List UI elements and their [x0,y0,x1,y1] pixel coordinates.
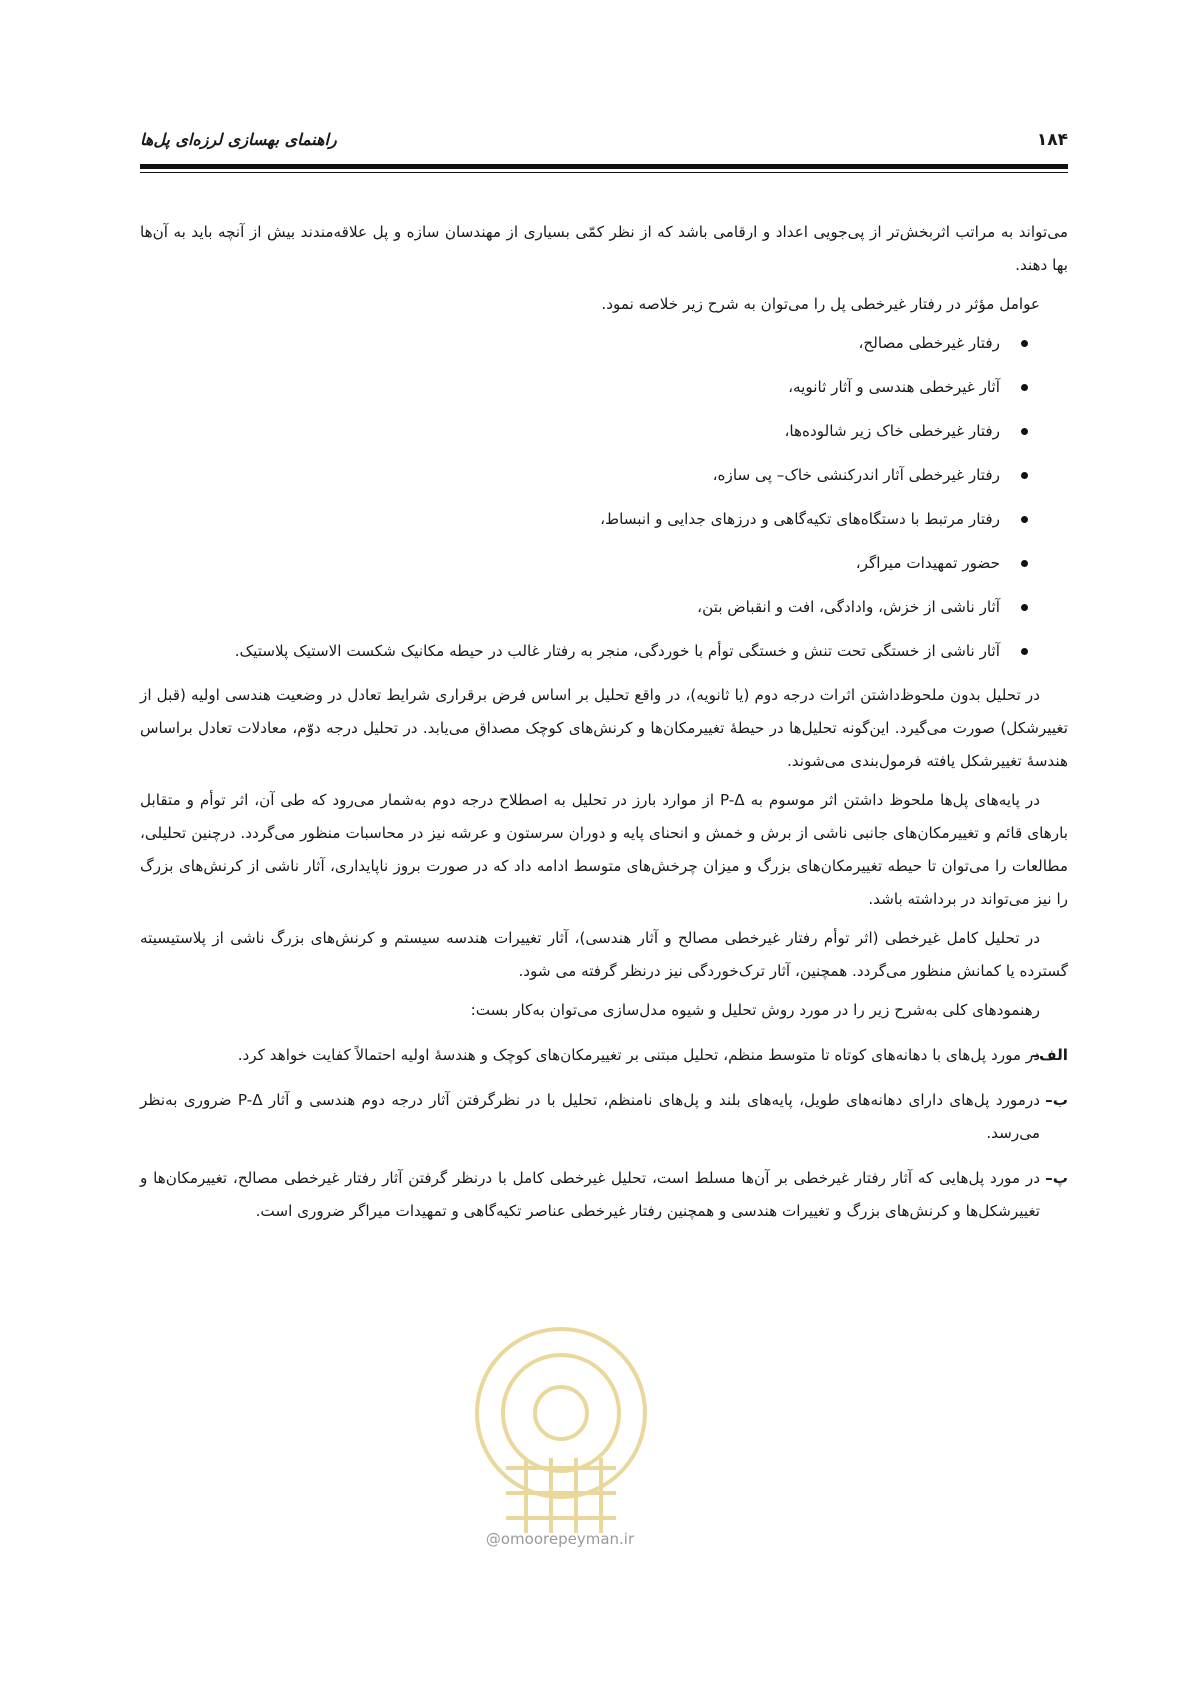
paragraph: عوامل مؤثر در رفتار غیرخطی پل را می‌توان به شرح زیر خلاصه نمود. [601,295,1040,313]
list-item-text: رفتار غیرخطی خاک زیر شالوده‌ها، [784,422,1000,440]
paragraph: در پایه‌های پل‌ها ملحوظ داشتن اثر موسوم به P-Δ از موارد بارز در تحلیل به اصطلاح درجه دوم به‌شمار می‌رود که طی آن، اثر توأم و متقابل بارهای قائم و تغییرمکان‌های جانبی ناشی از برش و خمش و انحنای پایه و دوران سرستون و عرشه نیز در محاسبات منظور می‌گردد. درچنین تحلیلی، مطالعات را می‌توان تا حیطه تغییرمکان‌های بزرگ و میزان چرخش‌های متوسط ادامه داد که در صورت بروز ناپایداری، آثار ناشی از کرنش‌های بزرگ را نیز می‌تواند در برداشته باشد. [140,791,1068,908]
list-item [140,635,1040,667]
bullet-icon [1021,516,1028,523]
list-item [140,547,1040,579]
list-item-text: آثار غیرخطی هندسی و آثار ثانویه، [788,378,1000,396]
list-item [140,415,1040,447]
paragraph: در تحلیل بدون ملحوظ‌داشتن اثرات درجه دوم (یا ثانویه)، در واقع تحلیل بر اساس فرض برقراری شرایط تعادل در وضعیت هندسی اولیه (قبل از تغییرشکل) صورت می‌گیرد. این‌گونه تحلیل‌ها در حیطهٔ تغییرمکان‌ها و کرنش‌های کوچک مصداق می‌یابد. در تحلیل درجه دوّم، معادلات تعادل براساس هندسهٔ تغییرشکل یافته فرمول‌بندی می‌شوند. [140,686,1068,770]
bullet-icon [1021,604,1028,611]
bullet-icon [1021,340,1028,347]
bullet-icon [1021,428,1028,435]
list-item [140,371,1040,403]
list-item [140,459,1040,491]
page-header [140,120,1068,166]
list-item-text: رفتار مرتبط با دستگاه‌های تکیه‌گاهی و درزهای جدایی و انبساط، [600,510,1000,528]
bullet-icon [1021,560,1028,567]
list-item-text: رفتار غیرخطی مصالح، [858,334,1000,352]
recommendation-label: ب– [1045,1091,1068,1109]
list-item [140,503,1040,535]
recommendation-text: درمورد پل‌های دارای دهانه‌های طویل، پایه‌های بلند و پل‌های نامنظم، تحلیل با در نظرگرفتن آثار درجه دوم هندسی و آثار P-Δ ضروری به‌نظر می‌رسد. [140,1091,1041,1142]
watermark-url: @omoorepeyman.ir [485,1530,635,1548]
recommendation-text: در مورد پل‌هایی که آثار رفتار غیرخطی بر آن‌ها مسلط است، تحلیل غیرخطی کامل با درنظر گرفتن آثار رفتار غیرخطی مصالح، تغییرمکان‌ها و تغییرشکل‌ها و کرنش‌های بزرگ و تغییرات هندسی و همچنین رفتار غیرخطی عناصر تکیه‌گاهی و تمهیدات میراگر ضروری است. [140,1169,1040,1220]
bullet-icon [1021,472,1028,479]
recommendation-item [140,1039,1068,1072]
bullet-icon [1021,384,1028,391]
body-text [140,216,1068,1234]
list-item-text: آثار ناشی از خستگی تحت تنش و خستگی توأم با خوردگی، منجر به رفتار غالب در حیطه مکانیک شکست الاستیک پلاستیک. [234,642,1000,660]
recommendation-text: در مورد پل‌های با دهانه‌های کوتاه تا متوسط منظم، تحلیل مبتنی بر تغییرمکان‌های کوچک و هندسهٔ اولیه احتمالاً کفایت خواهد کرد. [237,1046,1040,1064]
list-item [140,327,1040,359]
recommendation-label: الف– [1031,1046,1068,1064]
recommendation-label: پ– [1045,1169,1068,1187]
header-rule-thick [140,164,1068,169]
factor-list [140,327,1040,667]
running-title: راهنمای بهسازی لرزه‌ای پل‌ها [140,130,337,149]
paragraph: رهنمودهای کلی به‌شرح زیر را در مورد روش تحلیل و شیوه مدل‌سازی می‌توان به‌کار بست: [470,1001,1040,1019]
recommendation-item [140,1084,1068,1150]
list-item-text: آثار ناشی از خزش، وادادگی، افت و انقباض بتن، [697,598,1000,616]
list-item-text: حضور تمهیدات میراگر، [855,554,1000,572]
header-rule-thin [140,172,1068,173]
paragraph: در تحلیل کامل غیرخطی (اثر توأم رفتار غیرخطی مصالح و آثار هندسی)، آثار تغییرات هندسه سیستم و کرنش‌های بزرگ ناشی از پلاستیسیته گسترده یا کمانش منظور می‌گردد. همچنین، آثار ترک‌خوردگی نیز درنظر گرفته می شود. [140,929,1068,980]
page-number: ۱۸۴ [1036,130,1068,150]
recommendation-item [140,1162,1068,1228]
list-item [140,591,1040,623]
bullet-icon [1021,648,1028,655]
paragraph: می‌تواند به مراتب اثربخش‌تر از پی‌جویی اعداد و ارقامی باشد که از نظر کمّی بسیاری از مهندسان سازه و پل علاقه‌مندند بیش از آنچه باید به آن‌ها بها دهند. [140,223,1068,274]
list-item-text: رفتار غیرخطی آثار اندرکنشی خاک– پی سازه، [712,466,1000,484]
